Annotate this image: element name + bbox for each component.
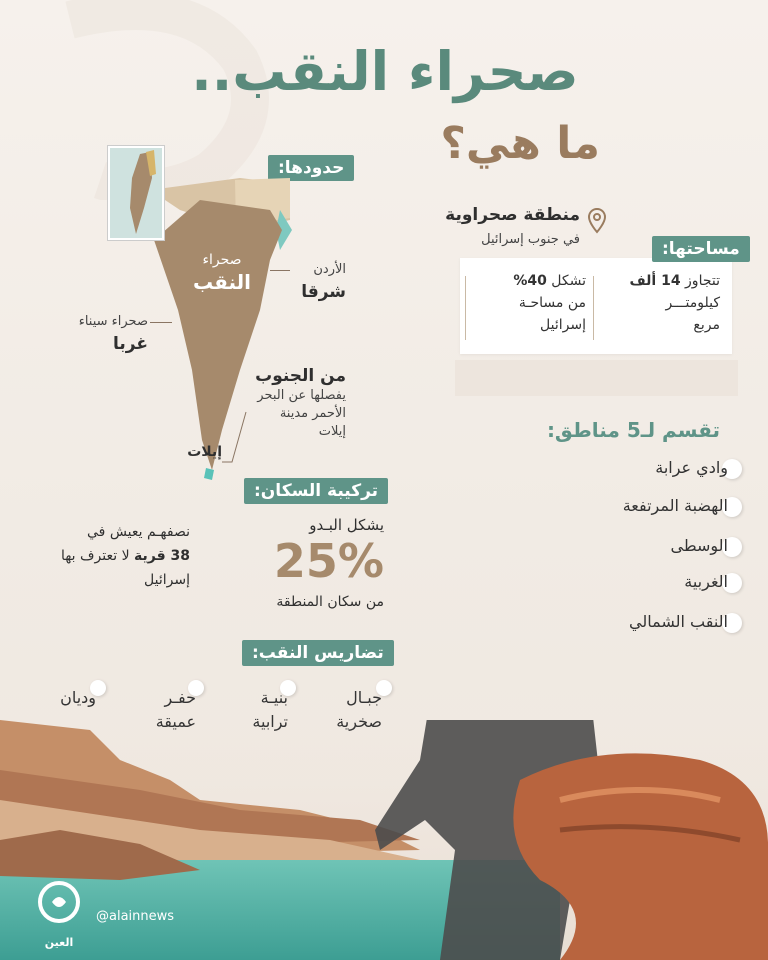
half-line1: نصفهـم يعيش في — [87, 524, 190, 540]
region-item-3: الوسطى — [670, 536, 728, 555]
area-size-pre: تتجاوز — [680, 273, 720, 289]
area-size-unit2: مربع — [693, 317, 720, 333]
west-label: صحراء سيناء — [78, 314, 148, 329]
region-item-2: الهضبة المرتفعة — [622, 496, 728, 515]
map-label-small: صحراء — [202, 252, 242, 268]
terrain-item-4 — [40, 686, 96, 710]
south-line3: إيلات — [318, 424, 346, 439]
regions-heading: تقسم لـ5 مناطق: — [546, 418, 720, 442]
eilat-label: إيلات — [187, 444, 222, 460]
location-line1: منطقة صحراوية — [445, 205, 580, 225]
population-pre: يشكل البـدو — [309, 516, 384, 534]
half-villages: 38 قرية — [134, 548, 190, 564]
south-line2: الأحمر مدينة — [279, 406, 346, 421]
area-pct-line2: من مساحـة — [518, 295, 586, 311]
south-bold: من الجنوب — [255, 366, 346, 386]
terrain-line: بنيـة — [260, 688, 288, 707]
half-line2 — [40, 548, 190, 564]
population-percent: 25% — [273, 534, 384, 588]
social-handle: @alainnews — [96, 909, 175, 924]
alain-logo — [36, 880, 82, 940]
terrain-line: حفـر — [164, 688, 196, 707]
main-subtitle: ما هي؟ — [440, 118, 600, 169]
map-label-big: النقب — [192, 270, 252, 294]
east-line — [270, 270, 290, 271]
area-tag: مساحتها: — [652, 236, 750, 262]
half-line3: إسرائيل — [144, 572, 190, 588]
area-pct-pre: تشكل — [546, 273, 586, 289]
location-pin-icon — [588, 208, 606, 234]
logo-text: العين — [44, 936, 74, 949]
population-post: من سكان المنطقة — [276, 594, 384, 610]
area-divider-2 — [465, 276, 466, 340]
region-item-1: وادي عرابة — [655, 458, 728, 477]
israel-inset-map — [108, 146, 164, 240]
east-bold: شرقا — [301, 282, 346, 302]
population-tag: تركيبة السكان: — [244, 478, 388, 504]
south-pointer — [222, 410, 248, 466]
terrain-tag: تضاريس النقب: — [242, 640, 394, 666]
west-bold: غربا — [113, 334, 148, 354]
desert-landscape-image — [0, 720, 768, 960]
half-line2-rest: لا تعترف بها — [60, 548, 135, 564]
area-box — [460, 258, 732, 354]
area-pct-line3: إسرائيل — [540, 317, 586, 333]
terrain-line: جبـال — [346, 688, 382, 707]
region-item-4: الغربية — [684, 572, 728, 591]
borders-tag: حدودها: — [268, 155, 354, 181]
area-divider-1 — [593, 276, 594, 340]
area-pct-value: 40% — [513, 273, 547, 289]
area-size-unit: كيلومتـــر — [665, 295, 720, 311]
location-line2: في جنوب إسرائيل — [481, 232, 580, 247]
area-size-value: 14 ألف — [629, 273, 681, 289]
west-line — [150, 322, 172, 323]
area-col-size — [602, 270, 720, 336]
region-item-5: النقب الشمالي — [629, 612, 728, 631]
terrain-line: وديان — [60, 688, 96, 707]
south-line1: يفصلها عن البحر — [257, 388, 346, 403]
area-shadow — [455, 360, 738, 396]
east-label: الأردن — [313, 262, 346, 277]
area-col-percent — [468, 270, 586, 336]
main-title: صحراء النقب.. — [191, 40, 579, 103]
